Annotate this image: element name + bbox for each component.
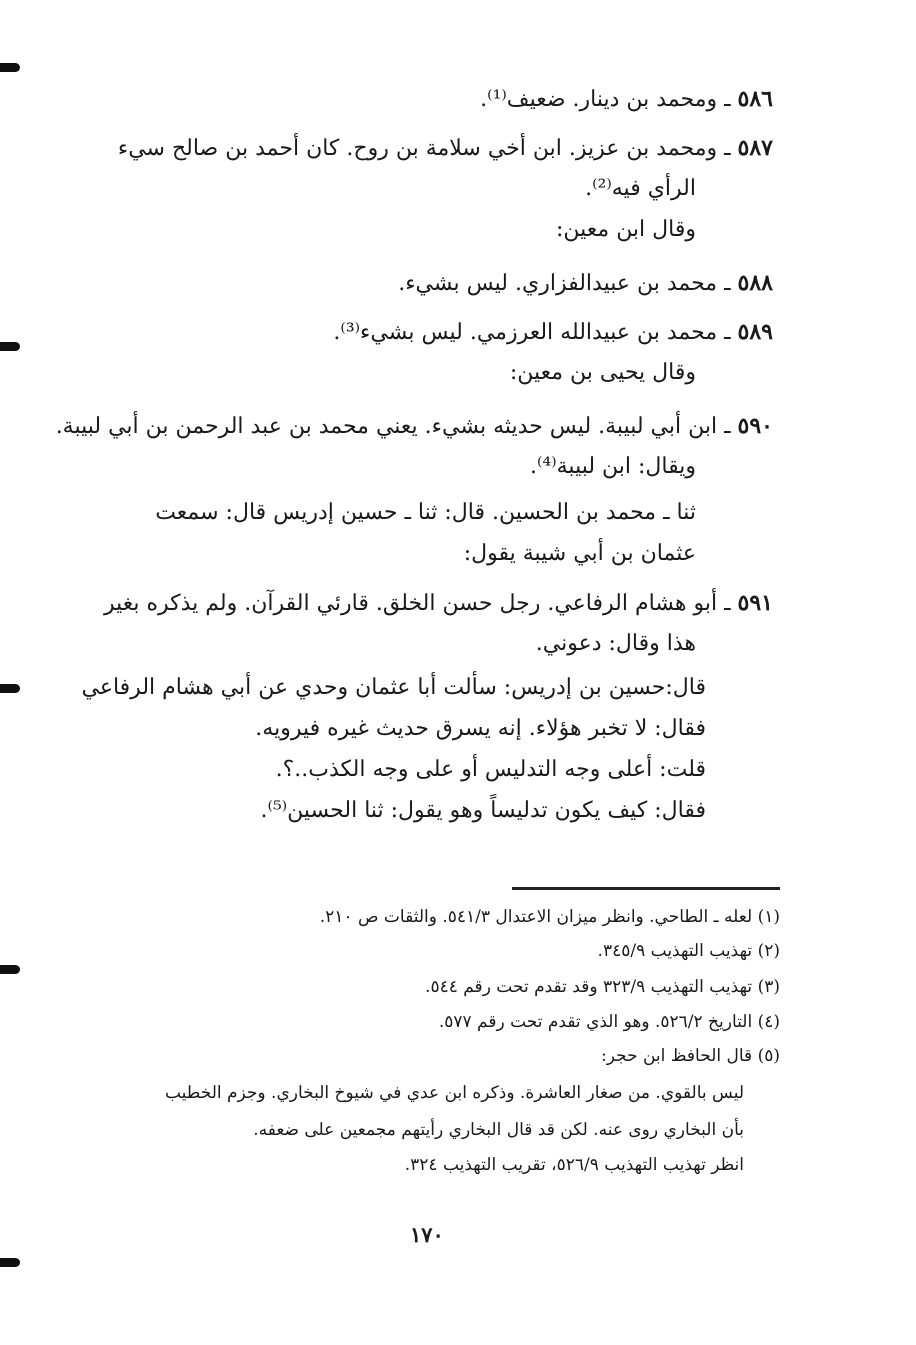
entry-number: ٥٨٦ [737, 86, 773, 112]
footnote-text: تهذيب التهذيب ٣٢٣/٩ وقد تقدم تحت رقم ٥٤٤. [425, 977, 753, 997]
footnote-mark: (٥) [757, 1046, 780, 1066]
entry-text: وقال يحيى بن معين: [509, 360, 696, 385]
footnote-1 [320, 903, 780, 931]
footnote-separator [512, 887, 780, 890]
scan-edge-mark [0, 1258, 20, 1267]
footnote-text: لعله ـ الطاحي. وانظر ميزان الاعتدال ٥٤١/٣. والثقات ص ٢١٠. [319, 907, 753, 927]
entry-589 [333, 315, 773, 350]
footnote-2 [598, 937, 780, 965]
entry-number: ٥٨٧ [737, 135, 773, 161]
footnote-mark: (١) [757, 907, 780, 927]
entry-text: عثمان بن أبي شيبة يقول: [463, 541, 696, 566]
entry-text: ـ ومحمد بن عزيز. ابن أخي سلامة بن روح. كان أحمد بن صالح سيء [117, 136, 731, 161]
footnote-5-body: ليس بالقوي. من صغار العاشرة. وذكره ابن عدي في شيوخ البخاري. وجزم الخطيب [164, 1083, 744, 1103]
footnote-text: قال الحافظ ابن حجر: [600, 1046, 753, 1066]
entry-text: ـ أبو هشام الرفاعي. رجل حسن الخلق. قارئي القرآن. ولم يذكره بغير [103, 591, 731, 616]
entry-text: ـ ومحمد بن دينار. ضعيف⁽¹⁾. [480, 87, 731, 112]
entry-text: فقال: كيف يكون تدليساً وهو يقول: ثنا الحسين⁽⁵⁾. [260, 798, 706, 823]
entry-number: ٥٩٠ [737, 413, 773, 439]
entry-number: ٥٨٨ [737, 270, 773, 296]
entry-text: الرأي فيه⁽²⁾. [585, 176, 696, 201]
footnote-3 [425, 973, 780, 1001]
entry-text: ثنا ـ محمد بن الحسين. قال: ثنا ـ حسين إدريس قال: سمعت [155, 500, 696, 525]
entry-text: ويقال: ابن لبيبة⁽⁴⁾. [530, 454, 696, 479]
entry-text: ـ ابن أبي لبيبة. ليس حديثه بشيء. يعني محمد بن عبد الرحمن بن أبي لبيبة. [55, 414, 731, 439]
entry-text: قلت: أعلى وجه التدليس أو على وجه الكذب..؟. [275, 757, 706, 782]
entry-587 [118, 131, 773, 166]
entry-590 [56, 409, 773, 444]
footnote-text: تهذيب التهذيب ٣٤٥/٩. [597, 941, 753, 961]
scan-edge-mark [0, 342, 20, 351]
scan-edge-mark [0, 63, 20, 72]
footnote-4 [439, 1008, 780, 1036]
page-number: ١٧٠ [410, 1222, 444, 1247]
entry-591 [104, 586, 773, 621]
entry-text: وقال ابن معين: [556, 217, 696, 242]
entry-text: فقال: لا تخبر هؤلاء. إنه يسرق حديث غيره فيرويه. [255, 716, 706, 741]
entry-number: ٥٩١ [737, 590, 773, 616]
footnote-text: التاريخ ٥٢٦/٢. وهو الذي تقدم تحت رقم ٥٧٧. [438, 1012, 753, 1032]
scan-edge-mark [0, 684, 20, 693]
footnote-mark: (٤) [757, 1012, 780, 1032]
footnote-mark: (٣) [757, 977, 780, 997]
entry-588 [398, 266, 773, 301]
entry-text: ـ محمد بن عبيدالفزاري. ليس بشيء. [398, 271, 731, 296]
entry-text: قال:حسين بن إدريس: سألت أبا عثمان وحدي عن أبي هشام الرفاعي [81, 675, 706, 700]
footnote-5-body: بأن البخاري روى عنه. لكن قد قال البخاري رأيتهم مجمعين على ضعفه. [253, 1120, 744, 1140]
entry-586 [480, 82, 773, 117]
footnote-5-body: انظر تهذيب التهذيب ٥٢٦/٩، تقريب التهذيب ٣٢٤. [404, 1155, 744, 1175]
footnote-mark: (٢) [757, 941, 780, 961]
entry-text: ـ محمد بن عبيدالله العرزمي. ليس بشيء⁽³⁾. [333, 320, 731, 345]
footnote-5 [601, 1042, 780, 1070]
entry-number: ٥٨٩ [737, 319, 773, 345]
entry-text: هذا وقال: دعوني. [535, 631, 696, 656]
scan-edge-mark [0, 965, 20, 974]
